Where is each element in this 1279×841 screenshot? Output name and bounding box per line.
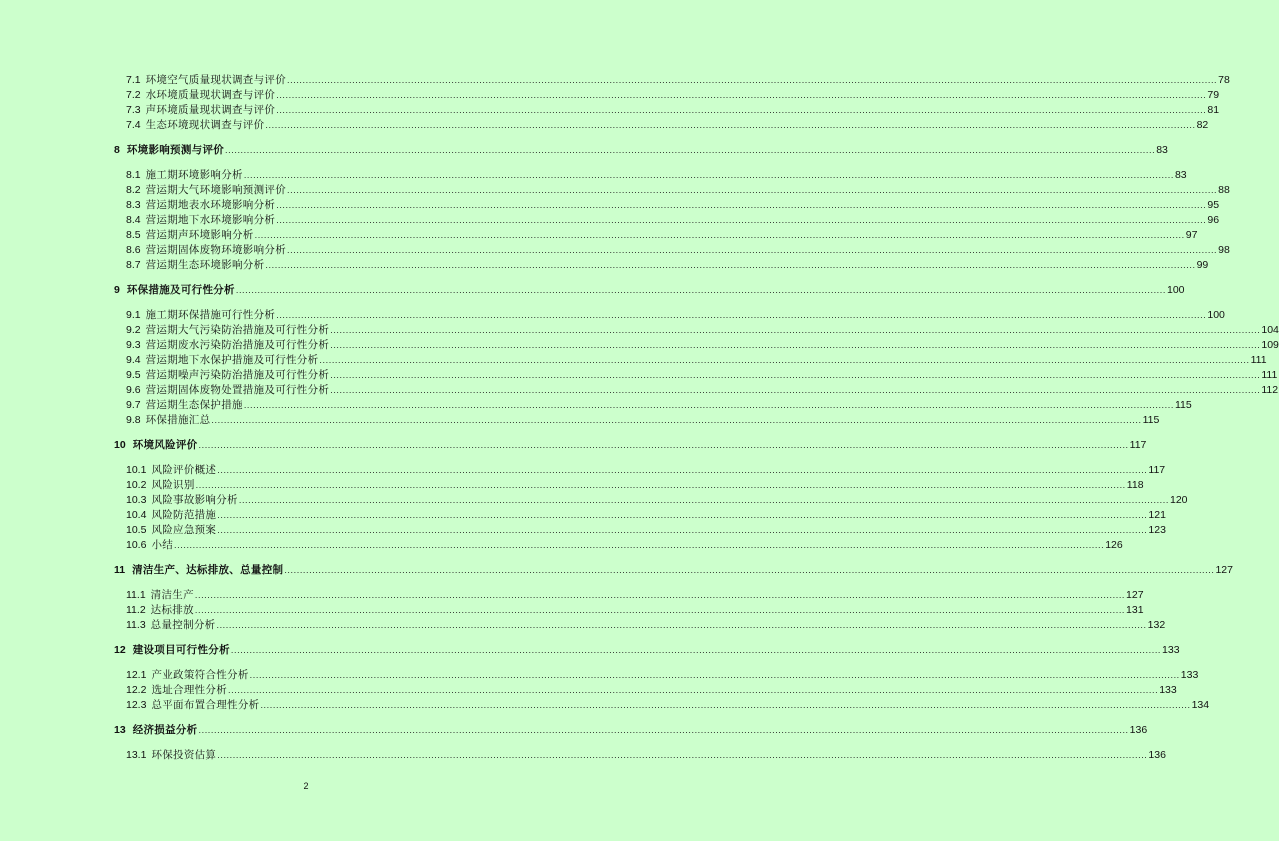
toc-number: 8.6 <box>126 244 141 256</box>
toc-item[interactable] <box>126 668 1199 682</box>
toc-page: 111 <box>1261 369 1278 381</box>
toc-number: 8.4 <box>126 214 141 226</box>
toc-item[interactable] <box>126 748 1166 762</box>
toc-item[interactable] <box>126 588 1144 602</box>
toc-item[interactable] <box>126 213 1220 227</box>
toc-leader: ............................................................................................................................................................................................................................................................................................................ <box>276 215 1207 225</box>
toc-leader: ............................................................................................................................................................................................................................................................................................................ <box>198 440 1129 450</box>
toc-title: 风险事故影响分析 <box>151 494 238 506</box>
toc-number: 11 <box>114 564 126 576</box>
toc-title: 总量控制分析 <box>150 619 216 631</box>
toc-page: 121 <box>1148 509 1166 521</box>
toc-title: 水环境质量现状调查与评价 <box>145 89 276 101</box>
toc-leader: ............................................................................................................................................................................................................................................................................................................ <box>194 605 1126 615</box>
toc-page: 117 <box>1129 439 1147 451</box>
toc-number: 9.8 <box>126 414 141 426</box>
toc-page: 133 <box>1180 669 1199 681</box>
toc-title: 环保投资估算 <box>151 749 217 761</box>
toc-number: 12 <box>114 644 126 656</box>
toc-page: 95 <box>1207 199 1220 211</box>
toc-leader: ............................................................................................................................................................................................................................................................................................................ <box>194 590 1126 600</box>
toc-item[interactable] <box>126 338 1279 352</box>
toc-page: 127 <box>1126 589 1144 601</box>
toc-number: 9.1 <box>126 309 141 321</box>
toc-item[interactable] <box>126 463 1166 477</box>
toc-item[interactable] <box>126 383 1279 397</box>
toc-item[interactable] <box>126 538 1123 552</box>
toc-chapter[interactable] <box>114 143 1168 157</box>
toc-page: 97 <box>1185 229 1198 241</box>
toc-leader: ............................................................................................................................................................................................................................................................................................................ <box>238 495 1169 505</box>
toc-number: 11.3 <box>126 619 146 631</box>
toc-title: 环保措施及可行性分析 <box>126 284 235 296</box>
toc-page: 118 <box>1126 479 1144 491</box>
toc-page: 81 <box>1207 104 1220 116</box>
toc-number: 10.2 <box>126 479 147 491</box>
toc-title: 营运期固体废物环境影响分析 <box>145 244 287 256</box>
toc-title: 环保措施汇总 <box>145 414 211 426</box>
toc-item[interactable] <box>126 603 1144 617</box>
toc-page: 111 <box>1250 354 1267 366</box>
toc-number: 7.2 <box>126 89 141 101</box>
toc-page: 96 <box>1207 214 1220 226</box>
toc-title: 营运期噪声污染防治措施及可行性分析 <box>145 369 330 381</box>
toc-item[interactable] <box>126 478 1144 492</box>
toc-chapter[interactable] <box>114 723 1148 737</box>
toc-leader: ............................................................................................................................................................................................................................................................................................................ <box>198 725 1129 735</box>
toc-item[interactable] <box>126 198 1220 212</box>
toc-title: 环境风险评价 <box>132 439 198 451</box>
toc-leader: ............................................................................................................................................................................................................................................................................................................ <box>217 510 1148 520</box>
toc-title: 营运期生态环境影响分析 <box>145 259 265 271</box>
toc-title: 营运期生态保护措施 <box>145 399 243 411</box>
toc-title: 选址合理性分析 <box>151 684 228 696</box>
toc-page: 127 <box>1215 564 1233 576</box>
toc-leader: ............................................................................................................................................................................................................................................................................................................ <box>174 540 1105 550</box>
toc-page: 100 <box>1207 309 1225 321</box>
toc-item[interactable] <box>126 168 1187 182</box>
toc-page: 88 <box>1218 184 1230 196</box>
toc-item[interactable] <box>126 698 1210 712</box>
toc-leader: ............................................................................................................................................................................................................................................................................................................ <box>330 340 1261 350</box>
toc-title: 营运期地表水环境影响分析 <box>145 199 276 211</box>
toc-page: 134 <box>1191 699 1210 711</box>
toc-number: 12.3 <box>126 699 147 711</box>
toc-page: 131 <box>1126 604 1144 616</box>
toc-page: 120 <box>1170 494 1188 506</box>
toc-title: 营运期废水污染防治措施及可行性分析 <box>145 339 330 351</box>
toc-number: 13.1 <box>126 749 147 761</box>
toc-item[interactable] <box>126 323 1279 337</box>
toc-title: 总平面布置合理性分析 <box>151 699 260 711</box>
toc-leader: ............................................................................................................................................................................................................................................................................................................ <box>287 185 1218 195</box>
toc-leader: ............................................................................................................................................................................................................................................................................................................ <box>230 645 1162 655</box>
toc-leader: ............................................................................................................................................................................................................................................................................................................ <box>243 400 1174 410</box>
toc-title: 营运期大气污染防治措施及可行性分析 <box>145 324 330 336</box>
toc-item[interactable] <box>126 523 1166 537</box>
toc-number: 8 <box>114 144 120 156</box>
toc-leader: ............................................................................................................................................................................................................................................................................................................ <box>287 245 1218 255</box>
toc-title: 环境空气质量现状调查与评价 <box>145 74 287 86</box>
toc-title: 建设项目可行性分析 <box>132 644 230 656</box>
toc-page: 82 <box>1196 119 1209 131</box>
toc-leader: ............................................................................................................................................................................................................................................................................................................ <box>211 415 1142 425</box>
toc-item[interactable] <box>126 353 1267 367</box>
toc-item[interactable] <box>126 183 1230 197</box>
toc-number: 7.1 <box>126 74 141 86</box>
toc-number: 7.3 <box>126 104 141 116</box>
toc-page: 99 <box>1196 259 1209 271</box>
toc-title: 声环境质量现状调查与评价 <box>145 104 276 116</box>
toc-leader: ............................................................................................................................................................................................................................................................................................................ <box>265 120 1196 130</box>
toc-leader: ............................................................................................................................................................................................................................................................................................................ <box>330 370 1261 380</box>
toc-item[interactable] <box>126 73 1230 87</box>
toc-leader: ............................................................................................................................................................................................................................................................................................................ <box>228 685 1159 695</box>
toc-title: 施工期环境影响分析 <box>145 169 243 181</box>
toc-number: 12.1 <box>126 669 147 681</box>
toc-item[interactable] <box>126 413 1160 427</box>
toc-leader: ............................................................................................................................................................................................................................................................................................................ <box>225 145 1156 155</box>
toc-leader: ............................................................................................................................................................................................................................................................................................................ <box>195 480 1126 490</box>
toc-item[interactable] <box>126 103 1220 117</box>
toc-title: 营运期固体废物处置措施及可行性分析 <box>145 384 330 396</box>
toc-item[interactable] <box>126 243 1230 257</box>
toc-item[interactable] <box>126 398 1192 412</box>
toc-page: 78 <box>1218 74 1230 86</box>
toc-page: 123 <box>1148 524 1166 536</box>
toc-page: 112 <box>1261 384 1279 396</box>
toc-number: 10.6 <box>126 539 147 551</box>
toc-page: 83 <box>1174 169 1187 181</box>
toc-item[interactable] <box>126 368 1278 382</box>
toc-page: 132 <box>1147 619 1166 631</box>
toc-page: 115 <box>1142 414 1160 426</box>
toc-number: 10.3 <box>126 494 147 506</box>
toc-leader: ............................................................................................................................................................................................................................................................................................................ <box>276 310 1207 320</box>
toc-page: 104 <box>1261 324 1279 336</box>
toc-title: 生态环境现状调查与评价 <box>145 119 265 131</box>
toc-number: 8.7 <box>126 259 141 271</box>
toc-title: 风险评价概述 <box>151 464 217 476</box>
toc-leader: ............................................................................................................................................................................................................................................................................................................ <box>216 620 1147 630</box>
toc-number: 13 <box>114 724 126 736</box>
toc-leader: ............................................................................................................................................................................................................................................................................................................ <box>319 355 1250 365</box>
toc-item[interactable] <box>126 228 1198 242</box>
toc-leader: ............................................................................................................................................................................................................................................................................................................ <box>330 325 1261 335</box>
toc-number: 8.1 <box>126 169 141 181</box>
toc-leader: ............................................................................................................................................................................................................................................................................................................ <box>254 230 1185 240</box>
toc-number: 9.3 <box>126 339 141 351</box>
toc-item[interactable] <box>126 618 1166 632</box>
toc-chapter[interactable] <box>114 563 1233 577</box>
toc-leader: ............................................................................................................................................................................................................................................................................................................ <box>276 200 1207 210</box>
toc-number: 9.2 <box>126 324 141 336</box>
toc-page: 100 <box>1167 284 1185 296</box>
toc-chapter[interactable] <box>114 643 1180 657</box>
toc-leader: ............................................................................................................................................................................................................................................................................................................ <box>287 75 1218 85</box>
toc-title: 营运期地下水环境影响分析 <box>145 214 276 226</box>
toc-leader: ............................................................................................................................................................................................................................................................................................................ <box>330 385 1261 395</box>
toc-title: 小结 <box>151 539 174 551</box>
toc-number: 12.2 <box>126 684 147 696</box>
toc-item[interactable] <box>126 258 1209 272</box>
toc-title: 达标排放 <box>150 604 194 616</box>
toc-number: 9.7 <box>126 399 141 411</box>
toc-page: 115 <box>1174 399 1192 411</box>
toc-item[interactable] <box>126 88 1220 102</box>
toc-chapter[interactable] <box>114 283 1185 297</box>
toc-chapter[interactable] <box>114 438 1147 452</box>
toc-number: 9.4 <box>126 354 141 366</box>
toc-number: 11.2 <box>126 604 146 616</box>
toc-leader: ............................................................................................................................................................................................................................................................................................................ <box>260 700 1191 710</box>
toc-title: 环境影响预测与评价 <box>126 144 225 156</box>
toc-title: 风险防范措施 <box>151 509 217 521</box>
toc-item[interactable] <box>126 493 1188 507</box>
toc-leader: ............................................................................................................................................................................................................................................................................................................ <box>243 170 1174 180</box>
toc-leader: ............................................................................................................................................................................................................................................................................................................ <box>249 670 1180 680</box>
toc-number: 11.1 <box>126 589 146 601</box>
toc-leader: ............................................................................................................................................................................................................................................................................................................ <box>217 525 1148 535</box>
toc-page: 133 <box>1159 684 1177 696</box>
toc-title: 清洁生产 <box>150 589 194 601</box>
toc-item[interactable] <box>126 683 1177 697</box>
toc-number: 9 <box>114 284 120 296</box>
toc-page: 136 <box>1129 724 1148 736</box>
toc-leader: ............................................................................................................................................................................................................................................................................................................ <box>217 465 1148 475</box>
toc-page: 126 <box>1105 539 1123 551</box>
toc-title: 清洁生产、达标排放、总量控制 <box>132 564 284 576</box>
toc-title: 风险应急预案 <box>151 524 217 536</box>
toc-leader: ............................................................................................................................................................................................................................................................................................................ <box>265 260 1196 270</box>
toc-number: 10.1 <box>126 464 147 476</box>
toc-page: 136 <box>1148 749 1166 761</box>
toc-number: 10 <box>114 439 126 451</box>
toc-leader: ............................................................................................................................................................................................................................................................................................................ <box>235 285 1166 295</box>
toc-number: 10.5 <box>126 524 147 536</box>
toc-title: 产业政策符合性分析 <box>151 669 249 681</box>
toc-page: 98 <box>1218 244 1230 256</box>
toc-number: 8.5 <box>126 229 141 241</box>
toc-page: 117 <box>1148 464 1166 476</box>
toc-title: 风险识别 <box>151 479 195 491</box>
toc-page: 79 <box>1207 89 1220 101</box>
toc-item[interactable] <box>126 508 1166 522</box>
toc-number: 10.4 <box>126 509 147 521</box>
page-number: 2 <box>303 781 309 791</box>
toc-page: 109 <box>1261 339 1279 351</box>
toc-title: 经济损益分析 <box>132 724 198 736</box>
toc-number: 9.5 <box>126 369 141 381</box>
toc-item[interactable] <box>126 118 1209 132</box>
toc-leader: ............................................................................................................................................................................................................................................................................................................ <box>276 90 1207 100</box>
toc-item[interactable] <box>126 308 1225 322</box>
toc-title: 营运期大气环境影响预测评价 <box>145 184 287 196</box>
toc-title: 营运期声环境影响分析 <box>145 229 254 241</box>
toc-number: 7.4 <box>126 119 141 131</box>
toc-leader: ............................................................................................................................................................................................................................................................................................................ <box>284 565 1215 575</box>
toc-leader: ............................................................................................................................................................................................................................................................................................................ <box>217 750 1148 760</box>
toc-page: 83 <box>1156 144 1168 156</box>
toc-title: 营运期地下水保护措施及可行性分析 <box>145 354 319 366</box>
toc-number: 8.2 <box>126 184 141 196</box>
toc-number: 8.3 <box>126 199 141 211</box>
toc-number: 9.6 <box>126 384 141 396</box>
toc-leader: ............................................................................................................................................................................................................................................................................................................ <box>276 105 1207 115</box>
toc-title: 施工期环保措施可行性分析 <box>145 309 276 321</box>
toc-page: 133 <box>1162 644 1180 656</box>
